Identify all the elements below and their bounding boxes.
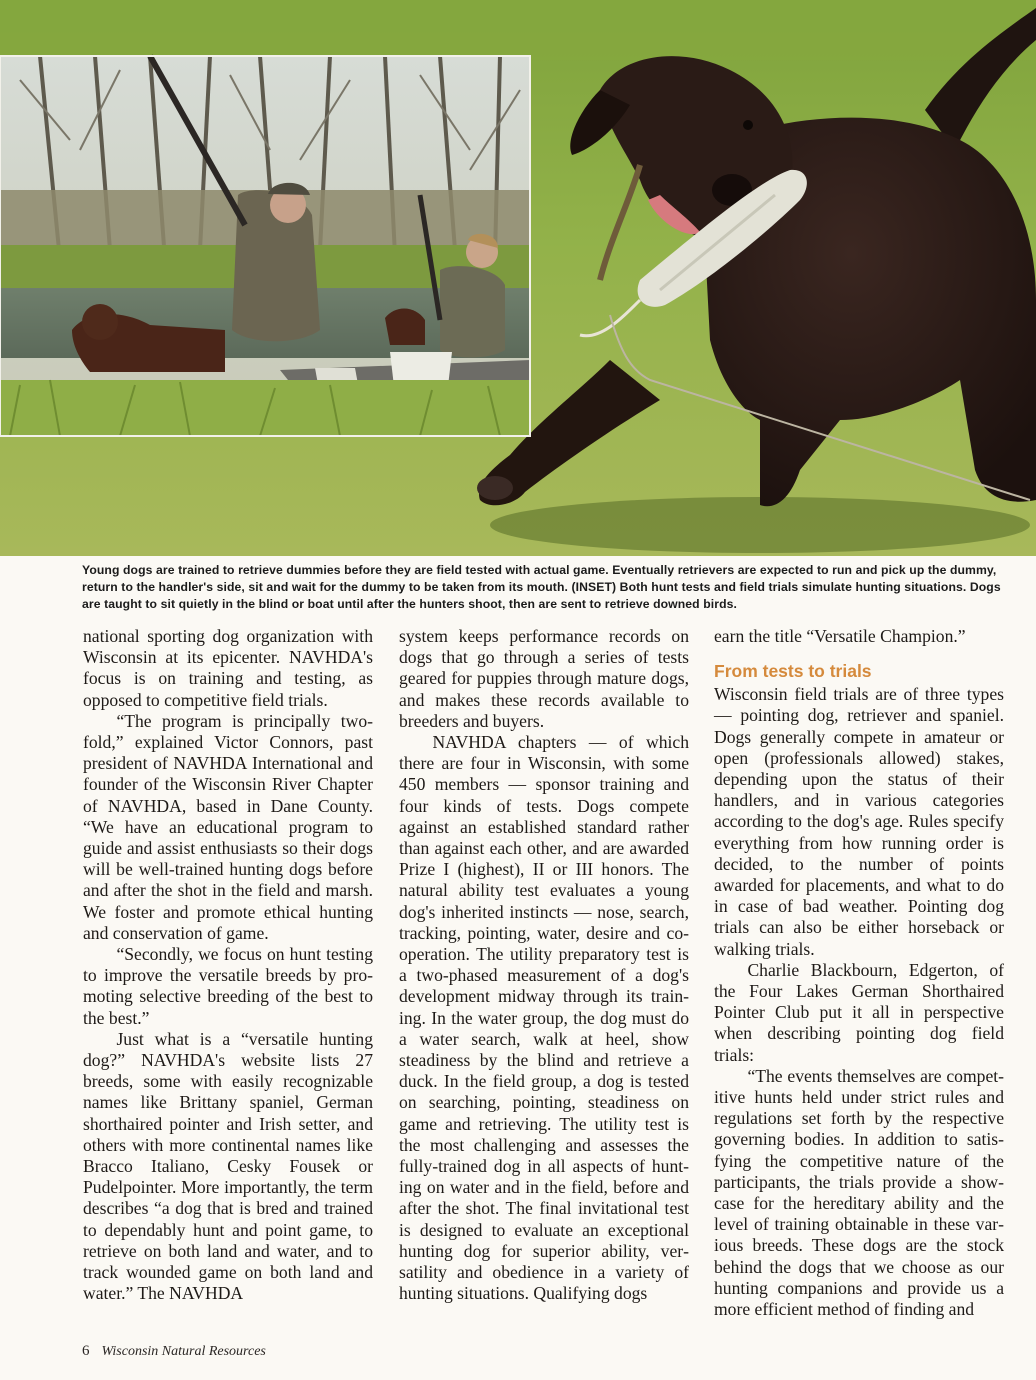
paragraph: earn the title “Versatile Champion.” bbox=[714, 626, 966, 646]
magazine-title: Wisconsin Natural Resources bbox=[101, 1344, 266, 1359]
paragraph: system keeps performance records on dogs that go through a series of tests geared for puppies through mature dogs, and makes these records available to breeders and buyers. bbox=[399, 626, 689, 731]
article-column-1 bbox=[83, 626, 373, 1305]
photo-spread bbox=[0, 0, 1036, 556]
paragraph: NAVHDA chapters — of which there are four in Wisconsin, with some 450 members — sponsor training and four kinds of tests. Dogs compete against an established standard rather than against each other, and are awarded Prize I (highest), II or III honors. The natural ability test evaluates a young dog's inherited instincts — nose, search, tracking, pointing, water, desire and cooperation. The utility preparatory test is a two-phased measurement of a dog's development midway through its training. In the water group, the dog must do a water search, walk at heel, show steadiness by the blind and retrieve a duck. In the field group, a dog is tested on searching, pointing, steadiness on game and retrieving. The utility test is the most challenging and assesses the fully-trained dog in all aspects of hunting on water and in the field, before and after the shot. The final invitational test is designed to evaluate an exceptional hunting dog for superior ability, versatility and obedience in a variety of hunting situations. Qualifying dogs bbox=[399, 732, 689, 1304]
section-heading: From tests to trials bbox=[714, 661, 872, 682]
paragraph: “Secondly, we focus on hunt testing to improve the versatile breeds by promoting selective breeding of the best to the best.” bbox=[83, 944, 373, 1028]
article-column-2 bbox=[399, 626, 689, 1305]
paragraph: “The program is principally twofold,” explained Victor Connors, past president of NAVHDA International and founder of the Wisconsin River Chapter of NAVHDA, based in Dane County. “We have an educational program to guide and assist enthusiasts so their dogs will be well-trained hunting dogs before and after the shot in the field and marsh. We foster and promote ethical hunting and conservation of game. bbox=[83, 710, 373, 943]
paragraph: Just what is a “versatile hunting dog?” NAVHDA's website lists 27 breeds, some with easily recognizable names like Brittany spaniel, German shorthaired pointer and Irish setter, and others with more continental names like Bracco Italiano, Cesky Fousek or Pudelpointer. More importantly, the term describes “a dog that is bred and trained to dependably hunt and point game, to retrieve on both land and water, and to track wounded game on both land and water.” The NAVHDA bbox=[83, 1028, 373, 1304]
paragraph: “The events themselves are competitive hunts held under strict rules and regulations set forth by the respective governing bodies. In addition to satisfying the competitive nature of the participants, the trials provide a showcase for the hereditary ability and the level of training obtainable in these various breeds. These dogs are the stock behind the dogs that we choose as our hunting companions and provide us a more efficient method of finding and bbox=[714, 1065, 1004, 1320]
page-footer bbox=[82, 1343, 266, 1360]
paragraph: Charlie Blackbourn, Edgerton, of the Four Lakes German Shorthaired Pointer Club put it all in perspective when describing pointing dog field trials: bbox=[714, 959, 1004, 1065]
photo-caption: Young dogs are trained to retrieve dummies before they are field tested with actual game. Eventually retrievers are expected to run and pick up the dummy, return to the handler's side, sit and wait for the dummy to be taken from its mouth. (INSET) Both hunt tests and field trials simulate hunting situations. Dogs are taught to sit quietly in the blind or boat until after the hunters shoot, then are sent to retrieve downed birds. bbox=[82, 563, 1001, 611]
paragraph: national sporting dog organization with Wisconsin at its epicenter. NAVHDA's focus is on training and testing, as opposed to competitive field trials. bbox=[83, 626, 373, 710]
paragraph: Wisconsin field trials are of three types — pointing dog, retriever and spaniel. Dogs generally compete in amateur or open (professionals allowed) stakes, depending upon the status of their handlers, and in various categories according to the dog's age. Rules specify everything from how running order is decided, to the number of points awarded for placements, and what to do in case of bad weather. Pointing dog trials can also be either horseback or walking trials. bbox=[714, 684, 1004, 959]
inset-photo bbox=[0, 56, 530, 436]
article-column-3 bbox=[714, 626, 1004, 1320]
page-number: 6 bbox=[82, 1343, 90, 1359]
main-photo bbox=[0, 0, 1036, 556]
